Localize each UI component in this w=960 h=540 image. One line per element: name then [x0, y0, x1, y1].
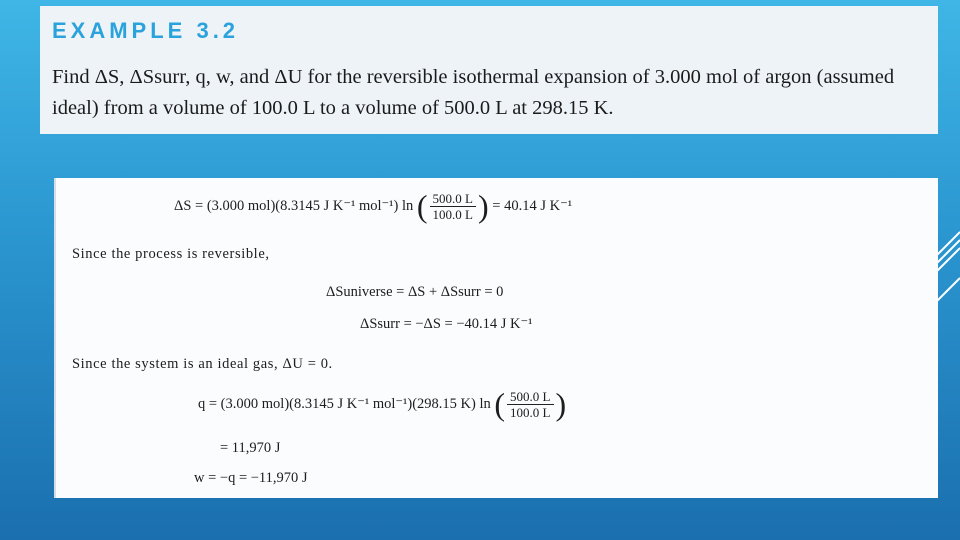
example-label: EXAMPLE 3.2	[52, 18, 240, 43]
surroundings-entropy-equation: ΔSsurr = −ΔS = −40.14 J K⁻¹	[360, 316, 533, 332]
universe-entropy-equation: ΔSuniverse = ΔS + ΔSsurr = 0	[326, 284, 504, 300]
entropy-change-equation: ΔS = (3.000 mol)(8.3145 J K⁻¹ mol⁻¹) ln ( $\frac{500.0 L}{100.0 L}$ ) = 40.14 J K⁻¹	[174, 188, 573, 224]
problem-statement: Find ΔS, ΔSsurr, q, w, and ΔU for the reversible isothermal expansion of 3.000 mol of argon (assumed ideal) from a volume of 100.0 L to a volume of 500.0 L at 298.15 K.	[52, 66, 895, 119]
heat-equation: q = (3.000 mol)(8.3145 J K⁻¹ mol⁻¹)(298.15 K) ln ( $\frac{500.0 L}{100.0 L}$ )	[198, 386, 567, 422]
example-problem-box	[40, 6, 938, 134]
work-equation: w = −q = −11,970 J	[194, 470, 308, 486]
eq1-left: ΔS = (3.000 mol)(8.3145 J K⁻¹ mol⁻¹) ln	[174, 197, 414, 214]
eq4-left: q = (3.000 mol)(8.3145 J K⁻¹ mol⁻¹)(298.15 K) ln	[198, 395, 491, 412]
volume-ratio-fraction: $\frac{500.0 L}{100.0 L}$	[507, 389, 553, 420]
eq1-right: = 40.14 J K⁻¹	[492, 197, 573, 214]
volume-ratio-fraction: $\frac{500.0 L}{100.0 L}$	[430, 191, 476, 222]
solution-box	[54, 178, 938, 498]
reversible-note: Since the process is reversible,	[72, 246, 270, 262]
heat-value: = 11,970 J	[220, 440, 281, 456]
ideal-gas-note: Since the system is an ideal gas, ΔU = 0.	[72, 356, 333, 372]
